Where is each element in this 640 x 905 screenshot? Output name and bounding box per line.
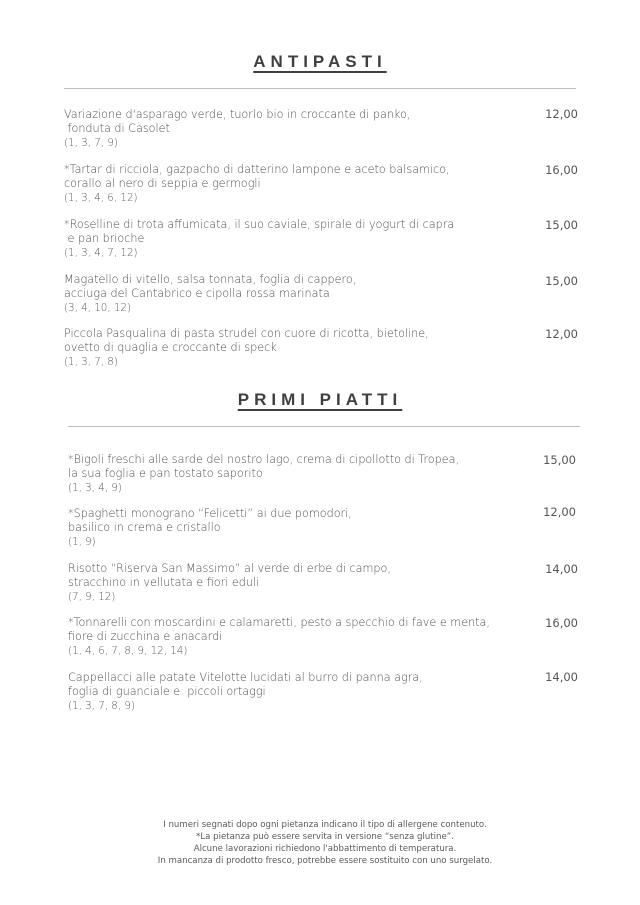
section-title-primi-piatti: PRIMI PIATTI xyxy=(237,390,403,409)
footnote-line: In mancanza di prodotto fresco, potrebbe essere sostituito con uno surgelato. xyxy=(157,856,493,866)
dish-description: e pan brioche xyxy=(64,232,145,245)
menu-item xyxy=(64,273,356,315)
menu-item xyxy=(64,163,450,205)
menu-item xyxy=(68,453,459,495)
allergen-list: (1, 3, 4, 6, 12) xyxy=(64,192,138,204)
allergen-list: (7, 9, 12) xyxy=(68,591,116,603)
dish-description: basilico in crema e cristallo xyxy=(68,521,221,534)
allergen-list: (1, 9) xyxy=(68,536,96,548)
dish-description: *Tonnarelli con moscardini e calamaretti, pesto a specchio di fave e menta, xyxy=(68,616,490,629)
dish-description: Piccola Pasqualina di pasta strudel con cuore di ricotta, bietoline, xyxy=(64,327,429,340)
dish-price: 14,00 xyxy=(545,562,578,576)
allergen-list: (1, 3, 7, 8, 9) xyxy=(68,700,135,712)
dish-description: *Bigoli freschi alle sarde del nostro lago, crema di cipollotto di Tropea, xyxy=(68,453,460,466)
allergen-list: (1, 3, 7, 8) xyxy=(64,356,118,368)
allergen-list: (1, 3, 4, 9) xyxy=(68,482,122,494)
dish-price: 14,00 xyxy=(545,670,578,684)
dish-price: 12,00 xyxy=(543,505,576,519)
menu-item xyxy=(64,327,429,369)
footnote-line: *La pietanza può essere servita in versione “senza glutine”. xyxy=(196,832,454,842)
footnote-line: I numeri segnati dopo ogni pietanza indicano il tipo di allergene contenuto. xyxy=(163,820,487,830)
dish-price: 15,00 xyxy=(545,218,578,232)
section-divider xyxy=(68,426,580,427)
dish-description: *Spaghetti monograno “Felicetti” ai due pomodori, xyxy=(68,507,352,520)
dish-description: la sua foglia e pan tostato saporito xyxy=(68,467,263,480)
allergen-footnote xyxy=(0,819,640,867)
dish-description: corallo al nero di seppia e germogli xyxy=(64,177,261,190)
dish-description: acciuga del Cantabrico e cipolla rossa marinata xyxy=(64,287,330,300)
dish-description: Variazione d'asparago verde, tuorlo bio in croccante di panko, xyxy=(64,108,411,121)
dish-description: Risotto “Riserva San Massimo” al verde di erbe di campo, xyxy=(68,562,391,575)
dish-description: ovetto di quaglia e croccante di speck xyxy=(64,341,277,354)
menu-item xyxy=(68,616,490,658)
section-divider xyxy=(64,88,576,89)
dish-description: Magatello di vitello, salsa tonnata, foglia di cappero, xyxy=(64,273,357,286)
dish-price: 15,00 xyxy=(545,274,578,288)
allergen-list: (1, 3, 7, 9) xyxy=(64,137,118,149)
menu-item xyxy=(68,562,391,604)
dish-price: 12,00 xyxy=(545,107,578,121)
dish-description: Cappellacci alle patate Vitelotte lucidati al burro di panna agra, xyxy=(68,671,423,684)
dish-description: *Tartar di ricciola, gazpacho di datterino lampone e aceto balsamico, xyxy=(64,163,450,176)
allergen-list: (1, 4, 6, 7, 8, 9, 12, 14) xyxy=(68,645,188,657)
menu-item xyxy=(64,218,454,260)
section-title-antipasti: ANTIPASTI xyxy=(253,52,387,71)
dish-price: 15,00 xyxy=(543,453,576,467)
dish-description: fonduta di Casolet xyxy=(64,122,170,135)
allergen-list: (1, 3, 4, 7, 12) xyxy=(64,247,138,259)
dish-description: fiore di zucchina e anacardi xyxy=(68,630,223,643)
dish-price: 16,00 xyxy=(545,616,578,630)
dish-price: 12,00 xyxy=(545,327,578,341)
menu-item xyxy=(68,671,423,713)
footnote-line: Alcune lavorazioni richiedono l'abbattimento di temperatura. xyxy=(193,844,457,854)
dish-description: *Roselline di trota affumicata, il suo caviale, spirale di yogurt di capra xyxy=(64,218,455,231)
menu-item xyxy=(64,108,410,150)
allergen-list: (3, 4, 10, 12) xyxy=(64,302,131,314)
dish-description: stracchino in vellutata e fiori eduli xyxy=(68,576,260,589)
menu-item xyxy=(68,507,352,549)
dish-description: foglia di guanciale e piccoli ortaggi xyxy=(68,685,266,698)
dish-price: 16,00 xyxy=(545,163,578,177)
